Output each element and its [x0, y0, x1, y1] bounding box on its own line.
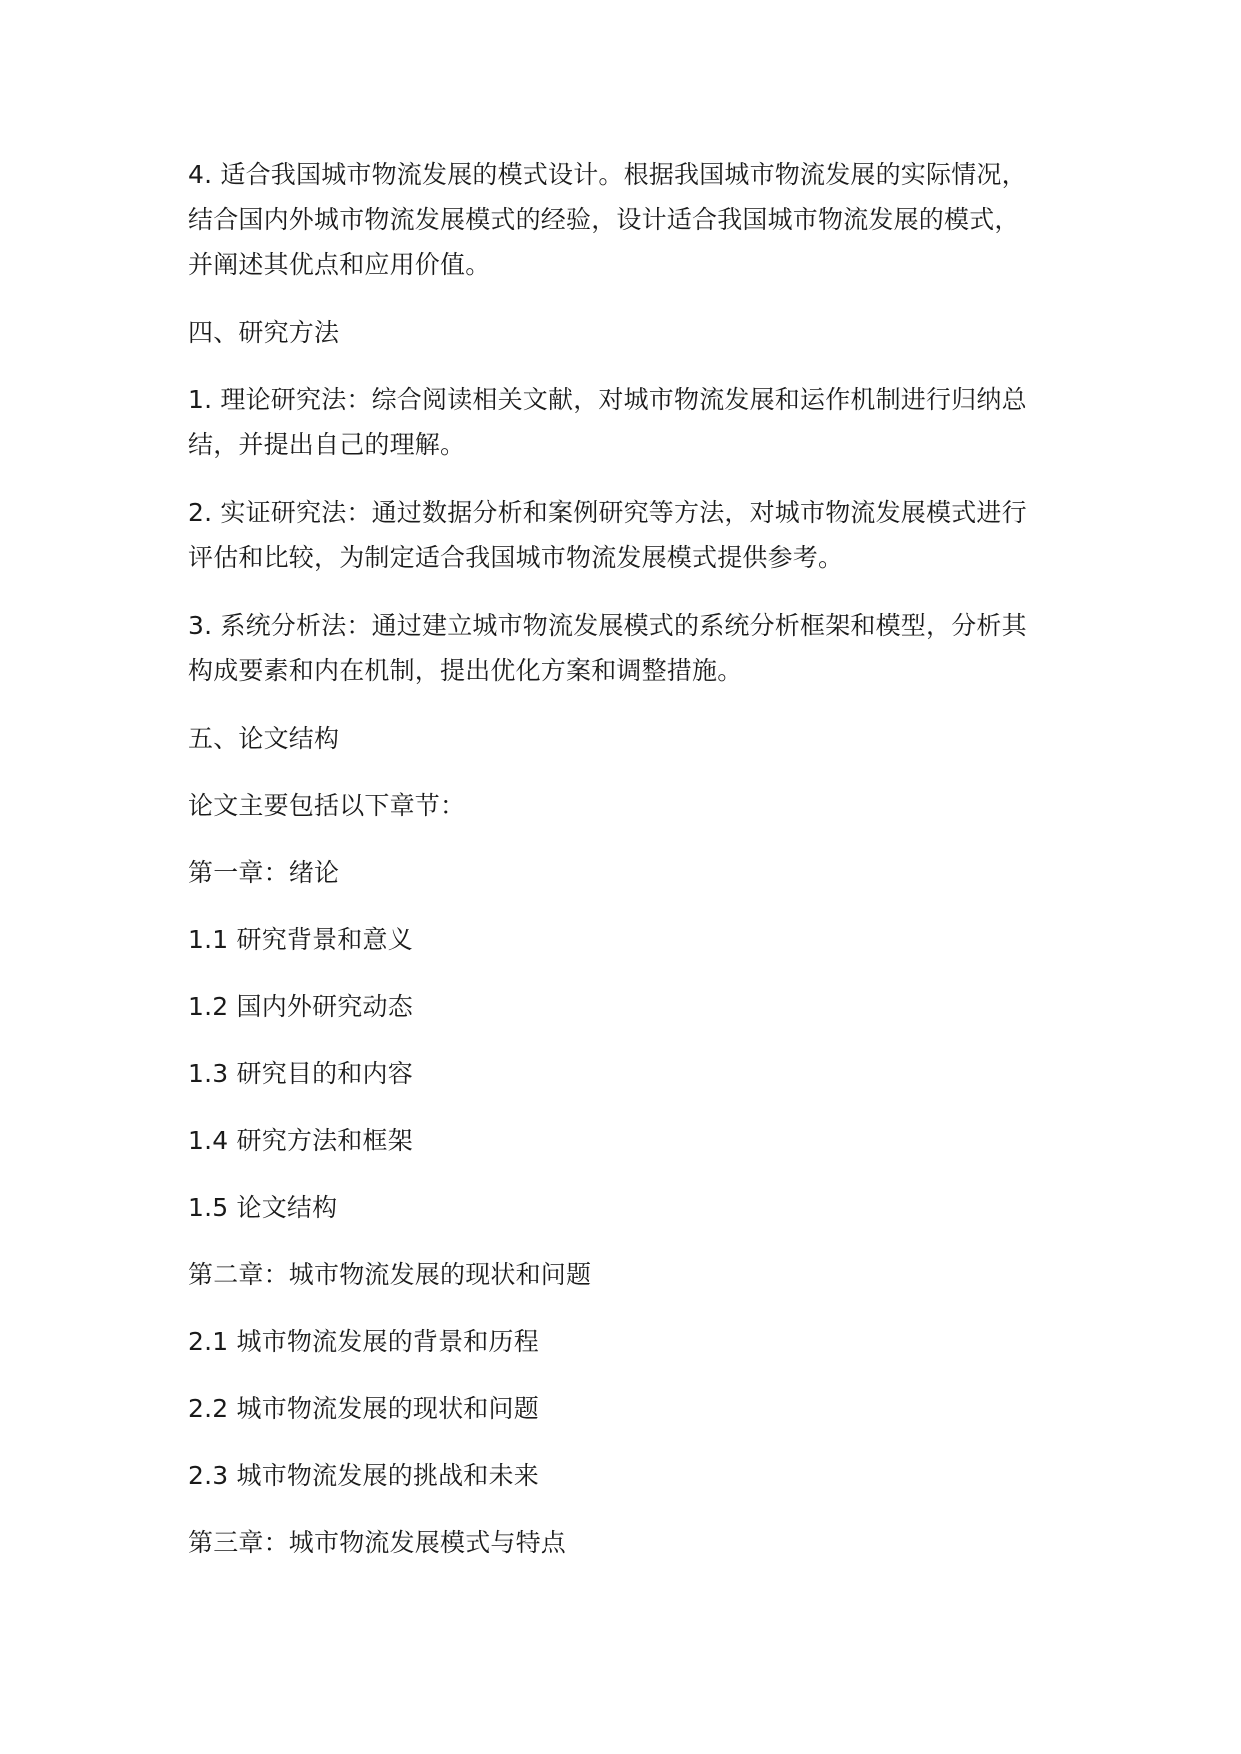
structure-intro-line: 论文主要包括以下章节： — [188, 791, 466, 820]
toc-item-1-5: 1.5 论文结构 — [188, 1193, 338, 1222]
document-page — [188, 152, 1040, 1587]
chapter-2-title: 第二章：城市物流发展的现状和问题 — [188, 1260, 592, 1289]
toc-item-1-2: 1.2 国内外研究动态 — [188, 992, 413, 1021]
toc-item-2-2: 2.2 城市物流发展的现状和问题 — [188, 1394, 539, 1423]
toc-item-1-3: 1.3 研究目的和内容 — [188, 1059, 413, 1088]
paragraph-theory-method: 1. 理论研究法：综合阅读相关文献，对城市物流发展和运作机制进行归纳总结，并提出自己的理解。 — [188, 385, 1027, 459]
toc-item-2-1: 2.1 城市物流发展的背景和历程 — [188, 1327, 539, 1356]
chapter-1-title: 第一章：绪论 — [188, 858, 340, 887]
toc-item-1-4: 1.4 研究方法和框架 — [188, 1126, 413, 1155]
chapter-3-title: 第三章：城市物流发展模式与特点 — [188, 1528, 567, 1557]
toc-item-2-3: 2.3 城市物流发展的挑战和未来 — [188, 1461, 539, 1490]
paragraph-system-analysis-method: 3. 系统分析法：通过建立城市物流发展模式的系统分析框架和模型，分析其构成要素和内在机制，提出优化方案和调整措施。 — [188, 611, 1027, 685]
section-heading-research-methods: 四、研究方法 — [188, 318, 340, 347]
toc-item-1-1: 1.1 研究背景和意义 — [188, 925, 413, 954]
paragraph-model-design: 4. 适合我国城市物流发展的模式设计。根据我国城市物流发展的实际情况，结合国内外城市物流发展模式的经验，设计适合我国城市物流发展的模式，并阐述其优点和应用价值。 — [188, 160, 1027, 279]
paragraph-empirical-method: 2. 实证研究法：通过数据分析和案例研究等方法，对城市物流发展模式进行评估和比较，为制定适合我国城市物流发展模式提供参考。 — [188, 498, 1027, 572]
section-heading-thesis-structure: 五、论文结构 — [188, 724, 340, 753]
